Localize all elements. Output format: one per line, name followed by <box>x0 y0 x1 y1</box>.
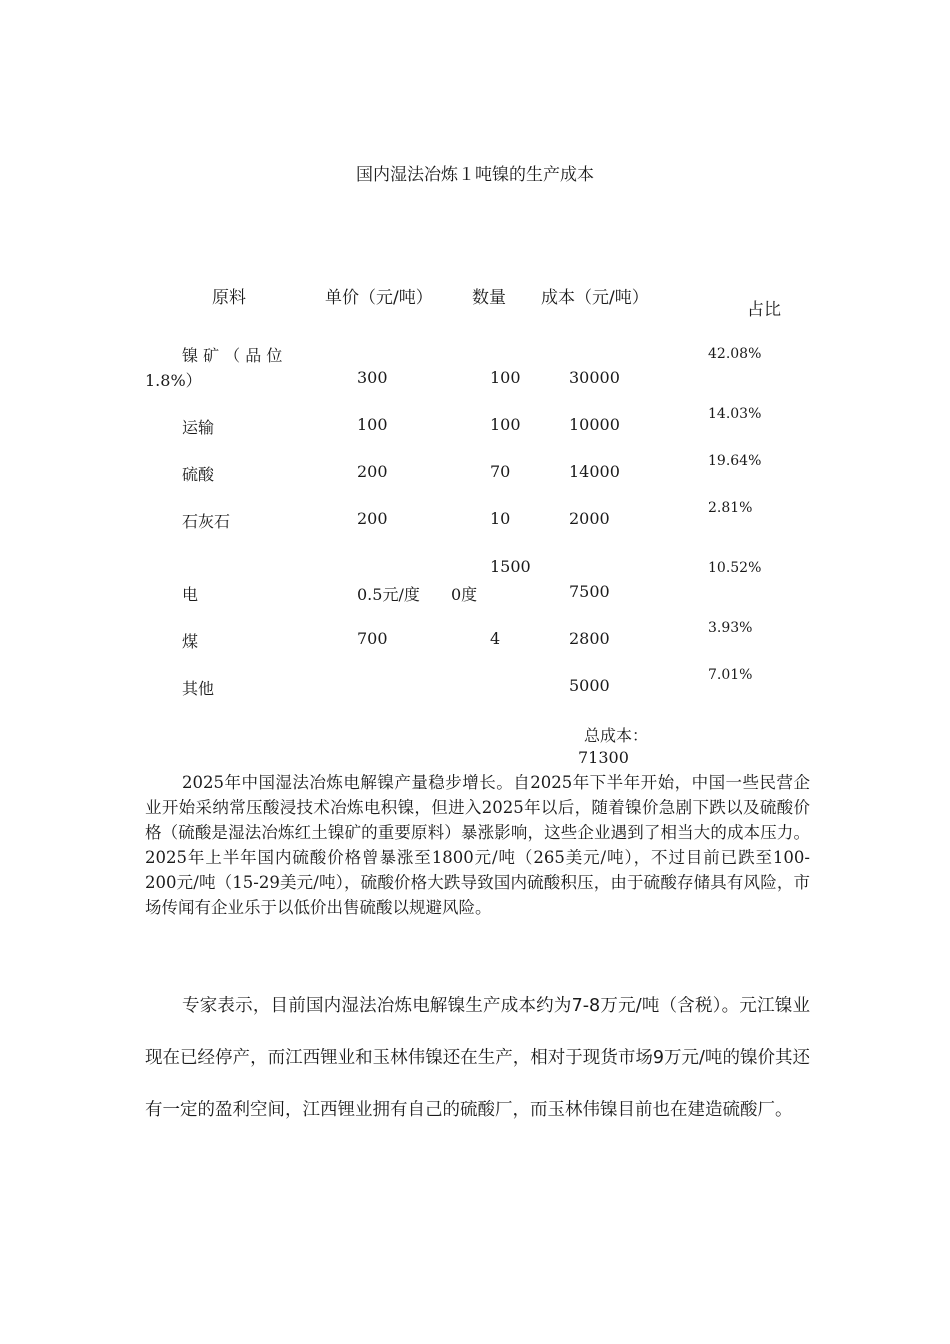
document-title: 国内湿法冶炼１吨镍的生产成本 <box>356 165 594 185</box>
summary-paragraph: 2025年中国湿法冶炼电解镍产量稳步增长。自2025年下半年开始，中国一些民营企业开始采纳常压酸浸技术冶炼电积镍，但进入2025年以后，随着镍价急剧下跌以及硫酸价格（硫酸是湿法冶炼红土镍矿的重要原料）暴涨影响，这些企业遇到了相当大的成本压力。2025年上半年国内硫酸价格曾暴涨至1800元/吨（265美元/吨），不过目前已跌至100-200元/吨（15-29美元/吨），硫酸价格大跌导致国内硫酸积压，由于硫酸存储具有风险，市场传闻有企业乐于以低价出售硫酸以规避风险。 <box>145 773 810 917</box>
row-coal-share: 3.93% <box>708 620 753 636</box>
row-transport-material: 运输 <box>182 418 215 437</box>
row-transport-share: 14.03% <box>708 406 762 422</box>
row-electricity-unit-price: 0.5元/度 <box>357 585 420 604</box>
header-cost: 成本（元/吨） <box>541 288 649 308</box>
total-cost-value: 71300 <box>578 748 629 767</box>
row-nickel-ore-unit-price: 300 <box>357 368 388 387</box>
row-other-share: 7.01% <box>708 667 753 683</box>
row-coal-material: 煤 <box>182 632 199 651</box>
row-nickel-ore-material-line2: 1.8%） <box>145 371 202 390</box>
row-nickel-ore-share: 42.08% <box>708 346 762 362</box>
row-limestone-unit-price: 200 <box>357 509 388 528</box>
row-coal-cost: 2800 <box>569 629 610 648</box>
header-material: 原料 <box>212 288 246 308</box>
row-transport-unit-price: 100 <box>357 415 388 434</box>
row-limestone-cost: 2000 <box>569 509 610 528</box>
row-limestone-material: 石灰石 <box>182 512 231 531</box>
row-other-cost: 5000 <box>569 676 610 695</box>
total-cost-label: 总成本： <box>584 726 649 745</box>
row-nickel-ore-material-line1: 镍 矿 （ 品 位 <box>182 346 283 365</box>
row-transport-cost: 10000 <box>569 415 620 434</box>
row-transport-quantity: 100 <box>490 415 521 434</box>
row-sulfuric-acid-cost: 14000 <box>569 462 620 481</box>
row-electricity-material: 电 <box>182 585 199 604</box>
row-nickel-ore-quantity: 100 <box>490 368 521 387</box>
row-electricity-quantity-line1: 1500 <box>490 557 531 576</box>
row-coal-unit-price: 700 <box>357 629 388 648</box>
header-quantity: 数量 <box>472 288 506 308</box>
row-electricity-quantity-line2: 0度 <box>451 585 478 604</box>
row-nickel-ore-cost: 30000 <box>569 368 620 387</box>
row-electricity-share: 10.52% <box>708 560 762 576</box>
row-coal-quantity: 4 <box>490 629 501 648</box>
row-sulfuric-acid-material: 硫酸 <box>182 465 215 484</box>
header-share: 占比 <box>747 300 781 320</box>
row-sulfuric-acid-share: 19.64% <box>708 453 762 469</box>
row-limestone-quantity: 10 <box>490 509 511 528</box>
row-other-material: 其他 <box>182 679 215 698</box>
expert-paragraph: 专家表示，目前国内湿法冶炼电解镍生产成本约为7-8万元/吨（含税）。元江镍业现在已经停产，而江西锂业和玉林伟镍还在生产，相对于现货市场9万元/吨的镍价其还有一定的盈利空间，江西锂业拥有自己的硫酸厂，而玉林伟镍目前也在建造硫酸厂。 <box>145 996 810 1120</box>
header-unit-price: 单价（元/吨） <box>325 288 433 308</box>
row-sulfuric-acid-quantity: 70 <box>490 462 511 481</box>
row-limestone-share: 2.81% <box>708 500 753 516</box>
row-sulfuric-acid-unit-price: 200 <box>357 462 388 481</box>
row-electricity-cost: 7500 <box>569 582 610 601</box>
